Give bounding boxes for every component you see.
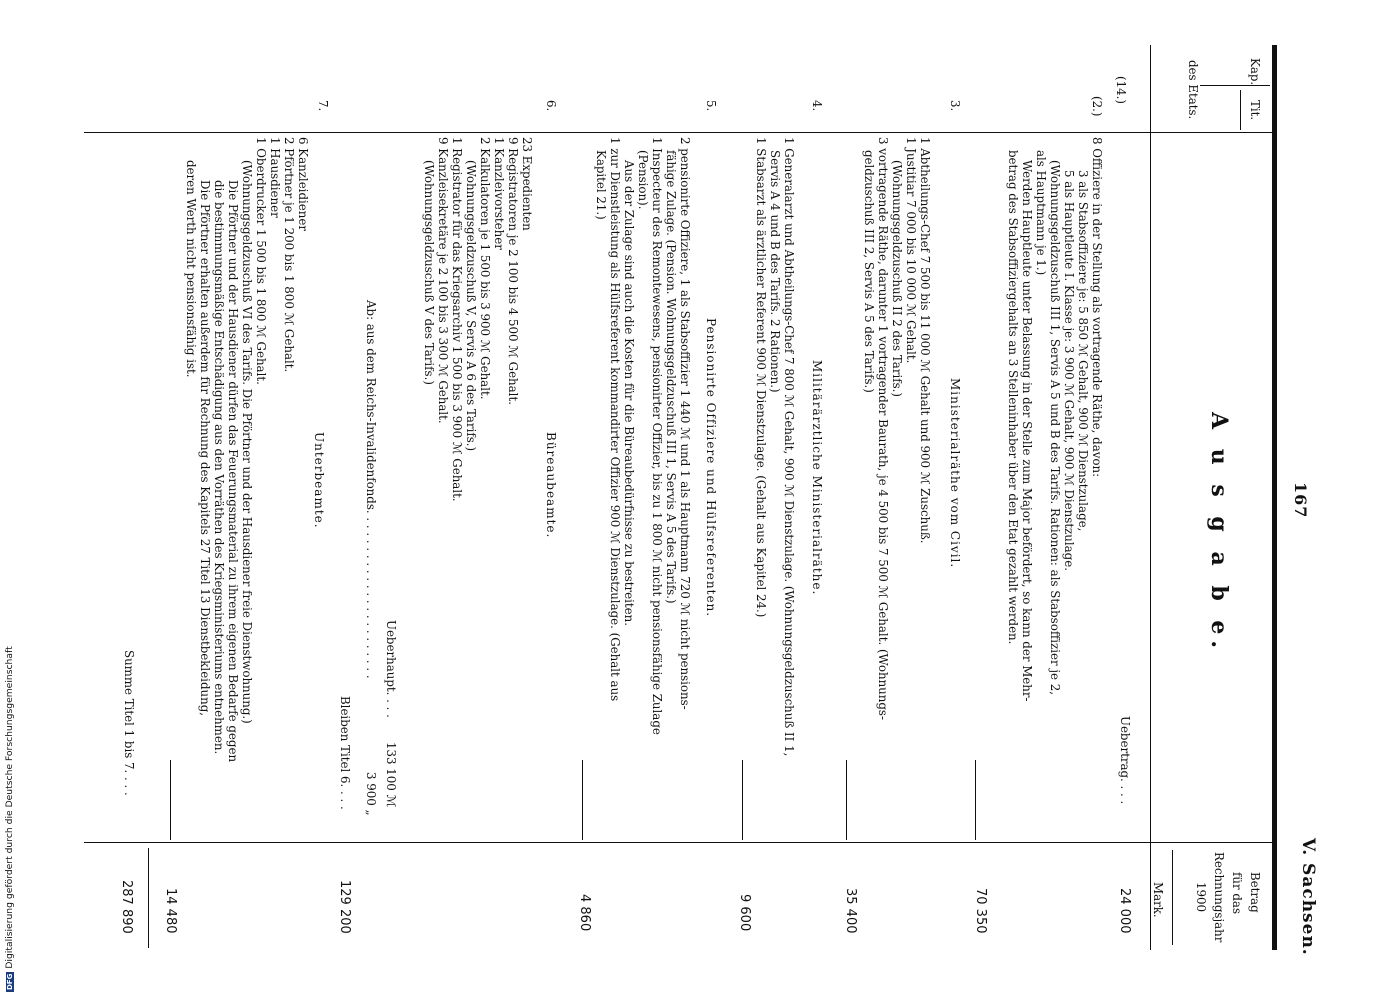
entry-4-line: Servis A 4 und B des Tarifs. 2 Rationen.) — [768, 150, 782, 393]
entry-6-line: 1 Kanzleivorsteher — [492, 137, 506, 250]
section-title: V. Sachsen. — [1298, 838, 1318, 956]
footer-text: Digitalisierung gefördert durch die Deutsche Forschungsgemeinschaft — [4, 646, 15, 969]
entry-2-line: (Wohnungsgeldzuschuß III 1, Servis A 5 und B des Tarifs. Rationen: als Stabsoffizier je 2, — [1048, 160, 1062, 695]
entry-3-amount: 35 400 — [843, 888, 858, 934]
header-rule — [1150, 45, 1151, 950]
entry-6-amount: 129 200 — [337, 880, 352, 934]
entry-3-line: geldzuschuß III 2, Servis A 5 des Tarifs.) — [862, 150, 876, 393]
sum-rule — [148, 848, 149, 948]
col-betrag-4: 1900 — [1194, 882, 1208, 913]
entry-5-line: 1 zur Dienstleistung als Hülfsreferent kommandirter Offizier 900 ℳ Dienstzulage. (Gehalt aus — [608, 137, 622, 702]
ab-label: Ab: aus dem Reichs-Invalidenfonds. . . . . . . . . . . . . . . . . . . . . . . — [364, 300, 378, 679]
entry-2-line: 8 Offiziere in der Stellung als vortragende Räthe, davon: — [1090, 137, 1104, 478]
dfg-logo: DFG — [6, 973, 14, 990]
entry-3-line: 1 Abtheilungs-Chef 7 500 bis 11 000 ℳ Gehalt und 900 ℳ Zuschuß. — [918, 137, 932, 544]
entry-7-line: (Wohnungsgeldzuschuß VI des Tarifs. Die Pförtner und der Hausdiener freie Dienstwohnung.) — [240, 160, 254, 724]
entry-4-line: 1 Stabsarzt als ärztlicher Referent 900 ℳ Dienstzulage. (Gehalt aus Kapitel 24.) — [754, 137, 768, 618]
entry-3-line: (Wohnungsgeldzuschuß II 2 des Tarifs.) — [890, 160, 904, 398]
footer-credit — [4, 646, 15, 992]
entry-7-line: 6 Kanzleidiener — [296, 137, 310, 231]
col-betrag-2: für das — [1230, 872, 1244, 914]
col-kap: Kap. — [1248, 58, 1262, 86]
entry-6-line: (Wohnungsgeldzuschuß V, Servis A 6 des Tarifs.) — [464, 160, 478, 452]
entry-2-line: als Hauptmann je 1.) — [1034, 150, 1048, 276]
entry-5-line: Kapitel 21.) — [594, 150, 608, 220]
entry-5-amount: 4 860 — [577, 894, 592, 932]
ueberhaupt-amount: 133 100 ℳ — [384, 742, 398, 808]
entry-5-line: 1 Inspecteur des Remontewesens, pensionirter Offizier, bis zu 1 800 ℳ nicht pensionsfähige Zulage — [650, 137, 664, 735]
entry-3-heading: Ministerialräthe vom Civil. — [948, 378, 962, 569]
col-tit: Tit. — [1248, 100, 1262, 121]
entry-6-heading: Büreaubeamte. — [544, 432, 558, 539]
entry-5-line: Aus der Zulage sind auch die Kosten für die Büreaubedürfnisse zu bestreiten. — [622, 160, 636, 626]
summe-amount: 287 890 — [119, 880, 134, 934]
entry-3-line: 1 Justitiar 7 000 bis 10 000 ℳ Gehalt. — [904, 137, 918, 364]
entry-7-line: Die Pförtner erhalten außerdem für Rechnung des Kapitels 27 Titel 13 Dienstbekleidung, — [198, 180, 212, 717]
mark-rule — [1172, 850, 1173, 945]
tit-3: 3. — [948, 100, 962, 112]
entry-2-amount: 70 350 — [973, 888, 988, 934]
entry-2-line: Werden Hauptleute unter Belassung in der Stelle zum Major befördert, so kann der Mehr- — [1020, 160, 1034, 702]
entry-6-line: 9 Kanzleisekretäre je 2 100 bis 3 300 ℳ Gehalt. — [436, 137, 450, 424]
entry-5-line: fähige Zulage. (Pension. Wohnungsgeldzuschuß III 1, Servis A 5 des Tarifs.) — [664, 150, 678, 604]
entry-7-rule — [170, 760, 171, 840]
col-des-etats: des Etats. — [1186, 60, 1200, 120]
entry-4-heading: Militärärztliche Ministerialräthe. — [810, 360, 824, 596]
page-title: A u s g a b e. — [1206, 412, 1232, 655]
entry-5-line: (Pension). — [636, 150, 650, 210]
entry-5-heading: Pensionirte Offiziere und Hülfsreferenten. — [704, 318, 718, 618]
entry-4-line: 1 Generalarzt und Abtheilungs-Chef 7 800 ℳ Gehalt, 900 ℳ Dienstzulage. (Wohnungsgeldzuschuß II 1, — [782, 137, 796, 757]
entry-6-line: 2 Kalkulatoren je 1 500 bis 3 900 ℳ Gehalt. — [478, 137, 492, 400]
kap-tit-divider — [1240, 90, 1241, 130]
entry-7-heading: Unterbeamte. — [312, 432, 326, 529]
entry-2-rule — [975, 760, 976, 840]
amount-column-rule — [84, 842, 1272, 843]
entry-7-line: 1 Hausdiener — [268, 137, 282, 218]
entry-3-line: 3 vortragende Räthe, darunter 1 vortragender Baurath, je 4 500 bis 7 500 ℳ Gehalt. (Wohnungs- — [876, 137, 890, 720]
page-number: 167 — [1291, 482, 1310, 519]
entry-2-line: 3 als Stabsoffiziere je: 5 850 ℳ Gehalt, 900 ℳ Dienstzulage, — [1076, 170, 1090, 532]
entry-7-line: die bestimmungsmäßige Entschädigung aus den Vorräthen des Kriegsministeriums entnehmen. — [212, 180, 226, 755]
uebertrag-amount: 24 000 — [1117, 888, 1132, 934]
tit-6: 6. — [544, 100, 558, 112]
entry-6-line: 9 Registratoren je 2 100 bis 4 500 ℳ Gehalt. — [506, 137, 520, 405]
entry-6-line: 23 Expedienten — [520, 137, 534, 231]
tit-5: 5. — [704, 100, 718, 112]
entry-3-rule — [846, 760, 847, 840]
bleiben-label: Bleiben Titel 6. . . . — [338, 696, 352, 810]
entry-6-line: 1 Registrator für das Kriegsarchiv 1 500 bis 3 900 ℳ Gehalt. — [450, 137, 464, 502]
col-mark: Mark. — [1151, 882, 1165, 918]
tit-7: 7. — [316, 100, 330, 112]
col-betrag-1: Betrag — [1248, 872, 1262, 913]
entry-2-line: 5 als Hauptleute I. Klasse je: 3 900 ℳ Gehalt, 900 ℳ Dienstzulage. — [1062, 170, 1076, 571]
entry-7-line: 2 Pförtner je 1 200 bis 1 800 ℳ Gehalt. — [282, 137, 296, 373]
entry-7-line: Die Pförtner und der Hausdiener dürfen das Feuerungsmaterial zu ihrem eigenen Bedarfe gegen — [226, 180, 240, 763]
tit-4: 4. — [810, 100, 824, 112]
col-betrag-3: Rechnungsjahr — [1212, 852, 1226, 943]
tit-2: (2.) — [1090, 96, 1104, 117]
entry-2-line: betrag des Stabsoffiziergehalts an 3 Stelleninhaber über den Etat gezahlt werden. — [1006, 150, 1020, 645]
kap-column-rule — [84, 132, 1272, 133]
entry-7-line: 1 Oberdrucker 1 500 bis 1 800 ℳ Gehalt. — [254, 137, 268, 385]
entry-4-amount: 9 600 — [737, 894, 752, 932]
uebertrag-label: Uebertrag. . . . — [1118, 716, 1132, 805]
ueberhaupt-label: Ueberhaupt. . . . — [384, 620, 398, 718]
kap-number: (14.) — [1114, 76, 1128, 104]
entry-7-amount: 14 480 — [163, 888, 178, 934]
top-thick-rule — [1272, 45, 1277, 950]
ab-amount: 3 900 „ — [364, 772, 378, 816]
summe-label: Summe Titel 1 bis 7. . . . — [122, 650, 136, 796]
entry-5-line: 2 pensionirte Offiziere, 1 als Stabsoffizier 1 440 ℳ und 1 als Hauptmann 720 ℳ nicht pensions- — [678, 137, 692, 710]
entry-6-line: (Wohnungsgeldzuschuß V des Tarifs.) — [422, 160, 436, 385]
entry-7-line: deren Werth nicht pensionsfähig ist. — [184, 160, 198, 378]
entry-4-rule — [742, 760, 743, 840]
entry-5-rule — [582, 760, 583, 840]
